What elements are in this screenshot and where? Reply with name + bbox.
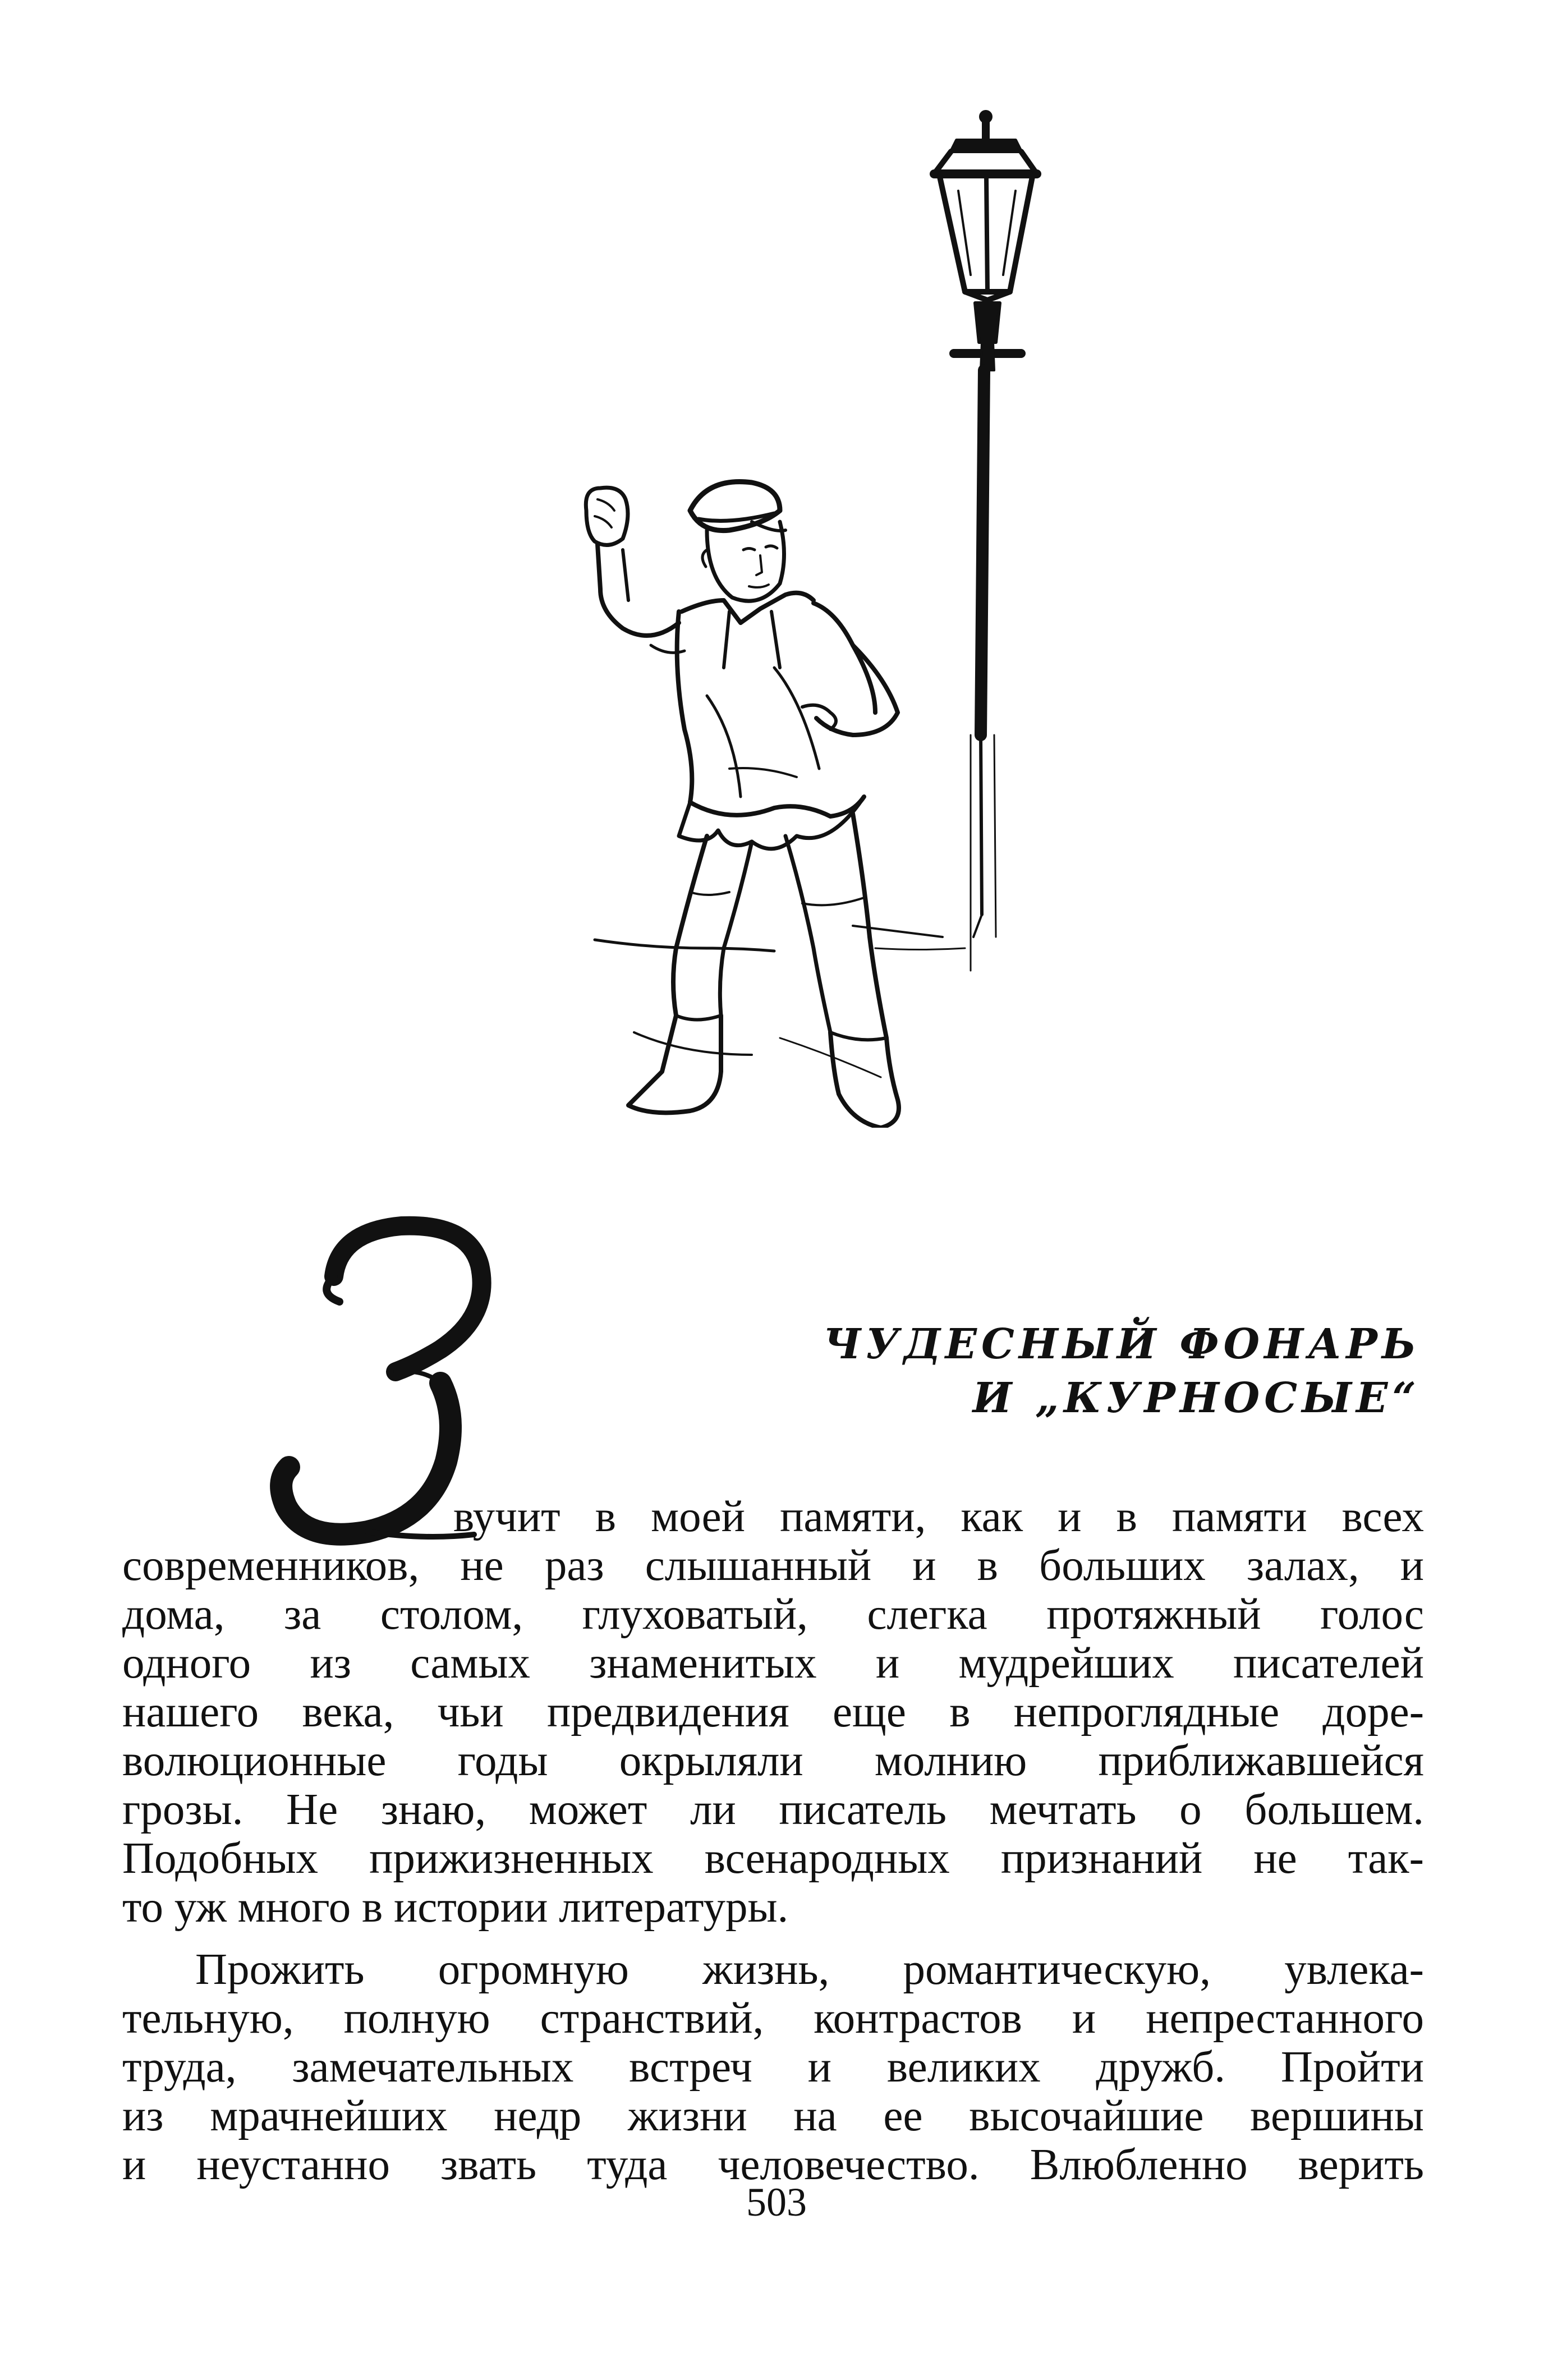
text-line: грозы. Не знаю, может ли писатель мечтать о большем. bbox=[122, 1785, 1424, 1834]
text-line: одного из самых знаменитых и мудрейших писателей bbox=[122, 1639, 1424, 1688]
text-line: и неустанно звать туда человечество. Влюбленно верить bbox=[122, 2140, 1424, 2189]
text-line: вучит в моей памяти, как и в памяти всех bbox=[453, 1492, 1424, 1541]
text-line: дома, за столом, глуховатый, слегка протяжный голос bbox=[122, 1590, 1424, 1639]
text-line: труда, замечательных встреч и великих дружб. Пройти bbox=[122, 2043, 1424, 2092]
text-line: Прожить огромную жизнь, романтическую, увлека- bbox=[195, 1945, 1424, 1994]
paragraph-1 bbox=[122, 1492, 1424, 1932]
boy-under-street-lamp-illustration bbox=[539, 107, 1044, 1128]
chapter-title bbox=[823, 1317, 1421, 1425]
text-line: современников, не раз слышанный и в больших залах, и bbox=[122, 1541, 1424, 1590]
text-line: Подобных прижизненных всенародных признаний не так- bbox=[122, 1834, 1424, 1883]
text-line: нашего века, чьи предвидения еще в непроглядные доре- bbox=[122, 1688, 1424, 1736]
paragraph-2 bbox=[122, 1945, 1424, 2189]
text-line: волюционные годы окрыляли молнию приближавшейся bbox=[122, 1736, 1424, 1785]
text-line: то уж много в истории литературы. bbox=[122, 1883, 789, 1932]
page-number: 503 bbox=[746, 2180, 807, 2225]
text-line: из мрачнейших недр жизни на ее высочайшие вершины bbox=[122, 2092, 1424, 2140]
text-line: тельную, полную странствий, контрастов и непрестанного bbox=[122, 1994, 1424, 2043]
chapter-title-line-1: ЧУДЕСНЫЙ ФОНАРЬ bbox=[823, 1320, 1421, 1368]
chapter-title-line-2: И „КУРНОСЫЕ“ bbox=[972, 1374, 1421, 1422]
